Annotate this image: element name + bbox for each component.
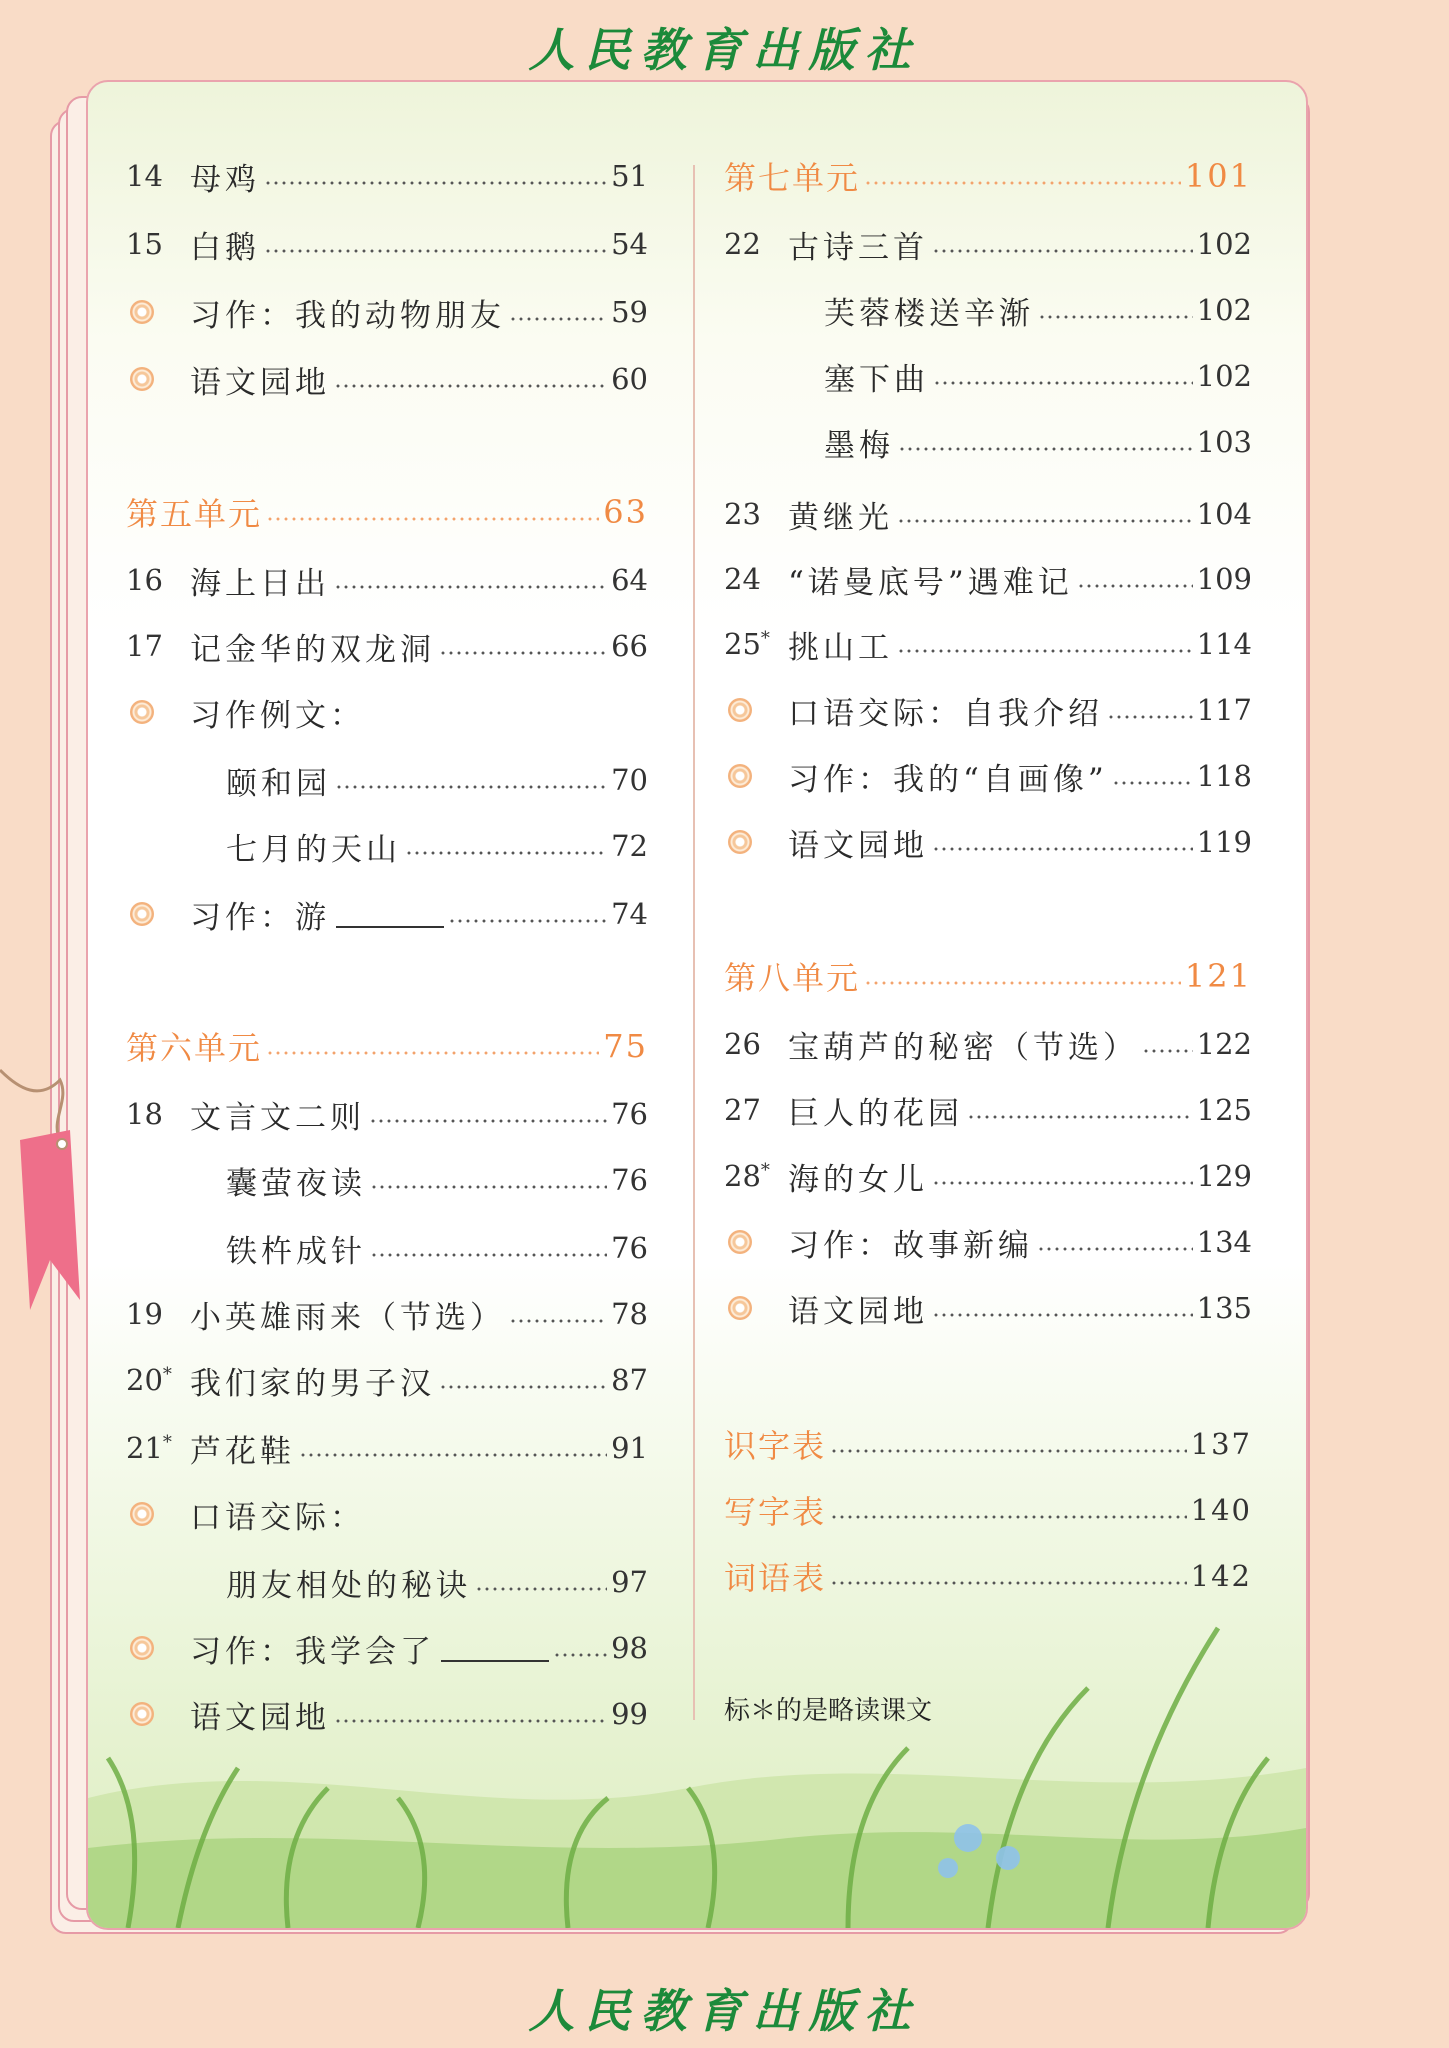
toc-entry[interactable]: [724, 818, 1252, 866]
entry-title: 习作：我的“自画像”: [788, 761, 1108, 798]
leader-dots: [448, 919, 607, 923]
optional-reading-star: *: [162, 1432, 172, 1453]
toc-entry[interactable]: [126, 556, 648, 604]
entry-title: 口语交际：自我介绍: [788, 695, 1103, 732]
toc-entry[interactable]: [126, 1090, 648, 1138]
lesson-number: [724, 1159, 788, 1193]
page-number: 137: [1190, 1427, 1252, 1461]
page-number: 97: [611, 1565, 648, 1599]
leader-dots: [1037, 1247, 1193, 1251]
circle-bullet-icon: [126, 1490, 190, 1538]
toc-entry[interactable]: [126, 1424, 648, 1472]
bookmark-ribbon-icon: [0, 1060, 90, 1320]
toc-entry[interactable]: [126, 1690, 648, 1738]
lesson-number-digits: 20: [126, 1363, 163, 1397]
toc-entry[interactable]: [724, 620, 1252, 668]
unit-heading[interactable]: [724, 952, 1252, 1000]
entry-title: 习作：故事新编: [788, 1227, 1033, 1264]
lesson-number-digits: 28: [724, 1159, 761, 1193]
lesson-number: 23: [724, 497, 761, 531]
unit-title: 第八单元: [724, 959, 861, 997]
circle-bullet-icon: [126, 355, 190, 403]
page-number: 75: [603, 1027, 648, 1065]
toc-entry[interactable]: [126, 1290, 648, 1338]
entry-title: 习作：我的动物朋友: [190, 297, 505, 334]
publisher-logo-bottom: 人民教育出版社: [528, 1984, 921, 2038]
unit-heading[interactable]: [724, 152, 1252, 200]
page-number: 134: [1196, 1225, 1252, 1259]
page-number: 54: [611, 227, 648, 261]
leader-dots: [266, 517, 599, 521]
page-number: 109: [1196, 562, 1252, 596]
entry-title: 七月的天山: [226, 831, 401, 868]
leader-dots: [967, 1115, 1193, 1119]
leader-dots: [334, 384, 607, 388]
leader-dots: [264, 249, 607, 253]
leader-dots: [830, 1449, 1187, 1453]
circle-bullet-icon: [724, 1218, 788, 1266]
leader-dots: [932, 1313, 1193, 1317]
page-number: 51: [611, 159, 648, 193]
toc-entry[interactable]: [724, 418, 1252, 466]
entry-title: 母鸡: [190, 161, 260, 198]
entry-title: 囊萤夜读: [226, 1165, 366, 1202]
page-number: 125: [1196, 1093, 1252, 1127]
lesson-number: 24: [724, 562, 761, 596]
toc-entry[interactable]: [126, 622, 648, 670]
page-number: 142: [1190, 1559, 1252, 1593]
lesson-number: 22: [724, 227, 761, 261]
leader-dots: [475, 1587, 607, 1591]
circle-bullet-icon: [126, 890, 190, 938]
page-number: 59: [611, 295, 648, 329]
leader-dots: [1142, 1049, 1193, 1053]
entry-title: 墨梅: [824, 427, 894, 464]
toc-entry[interactable]: [724, 286, 1252, 334]
toc-entry[interactable]: [126, 288, 648, 336]
lesson-number: 18: [126, 1097, 163, 1131]
page-number: 102: [1196, 359, 1252, 393]
toc-entry[interactable]: [724, 220, 1252, 268]
page-number: 76: [611, 1163, 648, 1197]
leader-dots: [370, 1185, 607, 1189]
page-number: 140: [1190, 1493, 1252, 1527]
leader-dots: [932, 847, 1193, 851]
unit-heading[interactable]: [126, 488, 648, 536]
page-number: 76: [611, 1231, 648, 1265]
leader-dots: [509, 1319, 607, 1323]
leader-dots: [405, 851, 607, 855]
toc-entry[interactable]: [724, 686, 1252, 734]
leader-dots: [369, 1119, 607, 1123]
fill-in-blank: [441, 1634, 549, 1662]
unit-title: 第六单元: [126, 1029, 263, 1067]
leader-dots: [509, 317, 607, 321]
page-number: 114: [1196, 627, 1252, 661]
fill-in-blank: [336, 900, 444, 928]
optional-reading-star: *: [162, 1364, 172, 1385]
circle-bullet-icon: [724, 686, 788, 734]
circle-bullet-icon: [126, 288, 190, 336]
page-number: 119: [1196, 825, 1252, 859]
page-number: 101: [1184, 157, 1252, 195]
toc-entry[interactable]: [126, 822, 648, 870]
page-number: 66: [611, 629, 648, 663]
entry-title: 语文园地: [788, 1293, 928, 1330]
entry-title: 颐和园: [226, 765, 331, 802]
entry-title: 习作：我学会了: [190, 1633, 435, 1670]
page-number: 87: [611, 1363, 648, 1397]
leader-dots: [864, 181, 1181, 185]
lesson-number: 19: [126, 1297, 163, 1331]
entry-title: 朋友相处的秘诀: [226, 1567, 471, 1604]
entry-title: 语文园地: [190, 364, 330, 401]
toc-entry[interactable]: [126, 1490, 648, 1538]
lesson-number: 15: [126, 227, 163, 261]
toc-entry[interactable]: [126, 355, 648, 403]
page-number: 104: [1196, 497, 1252, 531]
page-number: 70: [611, 763, 648, 797]
leader-dots: [1112, 781, 1193, 785]
toc-entry[interactable]: [724, 752, 1252, 800]
circle-bullet-icon: [724, 818, 788, 866]
entry-title: 芦花鞋: [190, 1433, 295, 1470]
leader-dots: [439, 651, 607, 655]
toc-entry[interactable]: [126, 1356, 648, 1404]
entry-title: 小英雄雨来（节选）: [190, 1299, 505, 1336]
page-number: 78: [611, 1297, 648, 1331]
toc-entry[interactable]: [724, 555, 1252, 603]
entry-title: 习作：游: [190, 899, 330, 936]
lesson-number: 16: [126, 563, 163, 597]
toc-entry[interactable]: [126, 756, 648, 804]
leader-dots: [1077, 584, 1193, 588]
circle-bullet-icon: [126, 1690, 190, 1738]
toc-entry[interactable]: [724, 490, 1252, 538]
unit-title: 第五单元: [126, 495, 263, 533]
entry-title: 我们家的男子汉: [190, 1365, 435, 1402]
leader-dots: [334, 1719, 607, 1723]
leader-dots: [335, 785, 607, 789]
entry-title: 文言文二则: [190, 1099, 365, 1136]
toc-entry[interactable]: [126, 220, 648, 268]
leader-dots: [264, 181, 607, 185]
toc-entry[interactable]: [724, 1020, 1252, 1068]
page-number: 102: [1196, 227, 1252, 261]
leader-dots: [1038, 315, 1193, 319]
leader-dots: [830, 1515, 1187, 1519]
leader-dots: [897, 519, 1193, 523]
appendix-entry[interactable]: [724, 1486, 1252, 1534]
page-number: 76: [611, 1097, 648, 1131]
lesson-number: [126, 1363, 190, 1397]
lesson-number: 17: [126, 629, 163, 663]
toc-entry[interactable]: [724, 1218, 1252, 1266]
entry-title: 语文园地: [190, 1699, 330, 1736]
page-number: 103: [1196, 425, 1252, 459]
page-number: 64: [611, 563, 648, 597]
leader-dots: [266, 1051, 599, 1055]
leader-dots: [370, 1253, 607, 1257]
leader-dots: [898, 447, 1193, 451]
page-number: 99: [611, 1697, 648, 1731]
toc-entry[interactable]: [126, 1224, 648, 1272]
entry-title: 塞下曲: [824, 361, 929, 398]
toc-entry[interactable]: [126, 1558, 648, 1606]
appendix-title: 词语表: [724, 1559, 827, 1597]
page-number: 72: [611, 829, 648, 863]
page-number: 122: [1196, 1027, 1252, 1061]
entry-title: 白鹅: [190, 229, 260, 266]
lesson-number: 26: [724, 1027, 761, 1061]
circle-bullet-icon: [126, 1624, 190, 1672]
unit-heading[interactable]: [126, 1022, 648, 1070]
entry-title: 铁杵成针: [226, 1233, 366, 1270]
leader-dots: [299, 1453, 607, 1457]
page-number: 129: [1196, 1159, 1252, 1193]
toc-entry[interactable]: [126, 890, 648, 938]
toc-entry[interactable]: [126, 1156, 648, 1204]
lesson-number: [724, 627, 788, 661]
optional-reading-star: *: [760, 628, 770, 649]
page-number: 63: [603, 493, 648, 531]
entry-title: 语文园地: [788, 827, 928, 864]
entry-title: 口语交际：: [190, 1499, 365, 1536]
leader-dots: [932, 249, 1193, 253]
meadow-illustration: [88, 1568, 1306, 1928]
toc-entry[interactable]: [724, 1086, 1252, 1134]
entry-title: 黄继光: [788, 499, 893, 536]
leader-dots: [932, 1181, 1193, 1185]
toc-entry[interactable]: [126, 152, 648, 200]
lesson-number-digits: 21: [126, 1431, 163, 1465]
lesson-number: 27: [724, 1093, 761, 1127]
entry-title: 古诗三首: [788, 229, 928, 266]
page-number: 117: [1196, 693, 1252, 727]
entry-title: 宝葫芦的秘密（节选）: [788, 1029, 1138, 1066]
leader-dots: [864, 981, 1181, 985]
toc-entry[interactable]: [126, 1624, 648, 1672]
entry-title: 海上日出: [190, 565, 330, 602]
toc-entry[interactable]: [724, 1284, 1252, 1332]
lesson-number: 14: [126, 159, 163, 193]
circle-bullet-icon: [724, 1284, 788, 1332]
toc-entry[interactable]: [724, 352, 1252, 400]
leader-dots: [439, 1385, 607, 1389]
lesson-number-digits: 25: [724, 627, 761, 661]
appendix-title: 识字表: [724, 1427, 827, 1465]
page-number: 121: [1184, 957, 1252, 995]
lesson-number: [126, 1431, 190, 1465]
leader-dots: [897, 649, 1193, 653]
page-number: 91: [611, 1431, 648, 1465]
appendix-title: 写字表: [724, 1493, 827, 1531]
publisher-logo-top: 人民教育出版社: [528, 23, 921, 77]
circle-bullet-icon: [724, 752, 788, 800]
leader-dots: [933, 381, 1193, 385]
page-number: 118: [1196, 759, 1252, 793]
entry-title: 海的女儿: [788, 1161, 928, 1198]
entry-title: 习作例文：: [190, 697, 365, 734]
appendix-entry[interactable]: [724, 1552, 1252, 1600]
leader-dots: [334, 585, 607, 589]
page-number: 60: [611, 362, 648, 396]
page-number: 98: [611, 1631, 648, 1665]
toc-entry[interactable]: [724, 1152, 1252, 1200]
footnote: 标＊的是略读课文: [724, 1696, 933, 1726]
entry-title: 芙蓉楼送辛渐: [824, 295, 1034, 332]
toc-entry[interactable]: [126, 688, 648, 736]
entry-title: 挑山工: [788, 629, 893, 666]
page-number: 74: [611, 897, 648, 931]
entry-title: 巨人的花园: [788, 1095, 963, 1132]
column-divider: [693, 165, 695, 1720]
optional-reading-star: *: [760, 1160, 770, 1181]
leader-dots: [830, 1581, 1187, 1585]
entry-title: “诺曼底号”遇难记: [788, 564, 1073, 601]
leader-dots: [1107, 715, 1193, 719]
page-number: 135: [1196, 1291, 1252, 1325]
leader-dots: [553, 1653, 607, 1657]
unit-title: 第七单元: [724, 159, 861, 197]
entry-title: 记金华的双龙洞: [190, 631, 435, 668]
appendix-entry[interactable]: [724, 1420, 1252, 1468]
page-number: 102: [1196, 293, 1252, 327]
circle-bullet-icon: [126, 688, 190, 736]
